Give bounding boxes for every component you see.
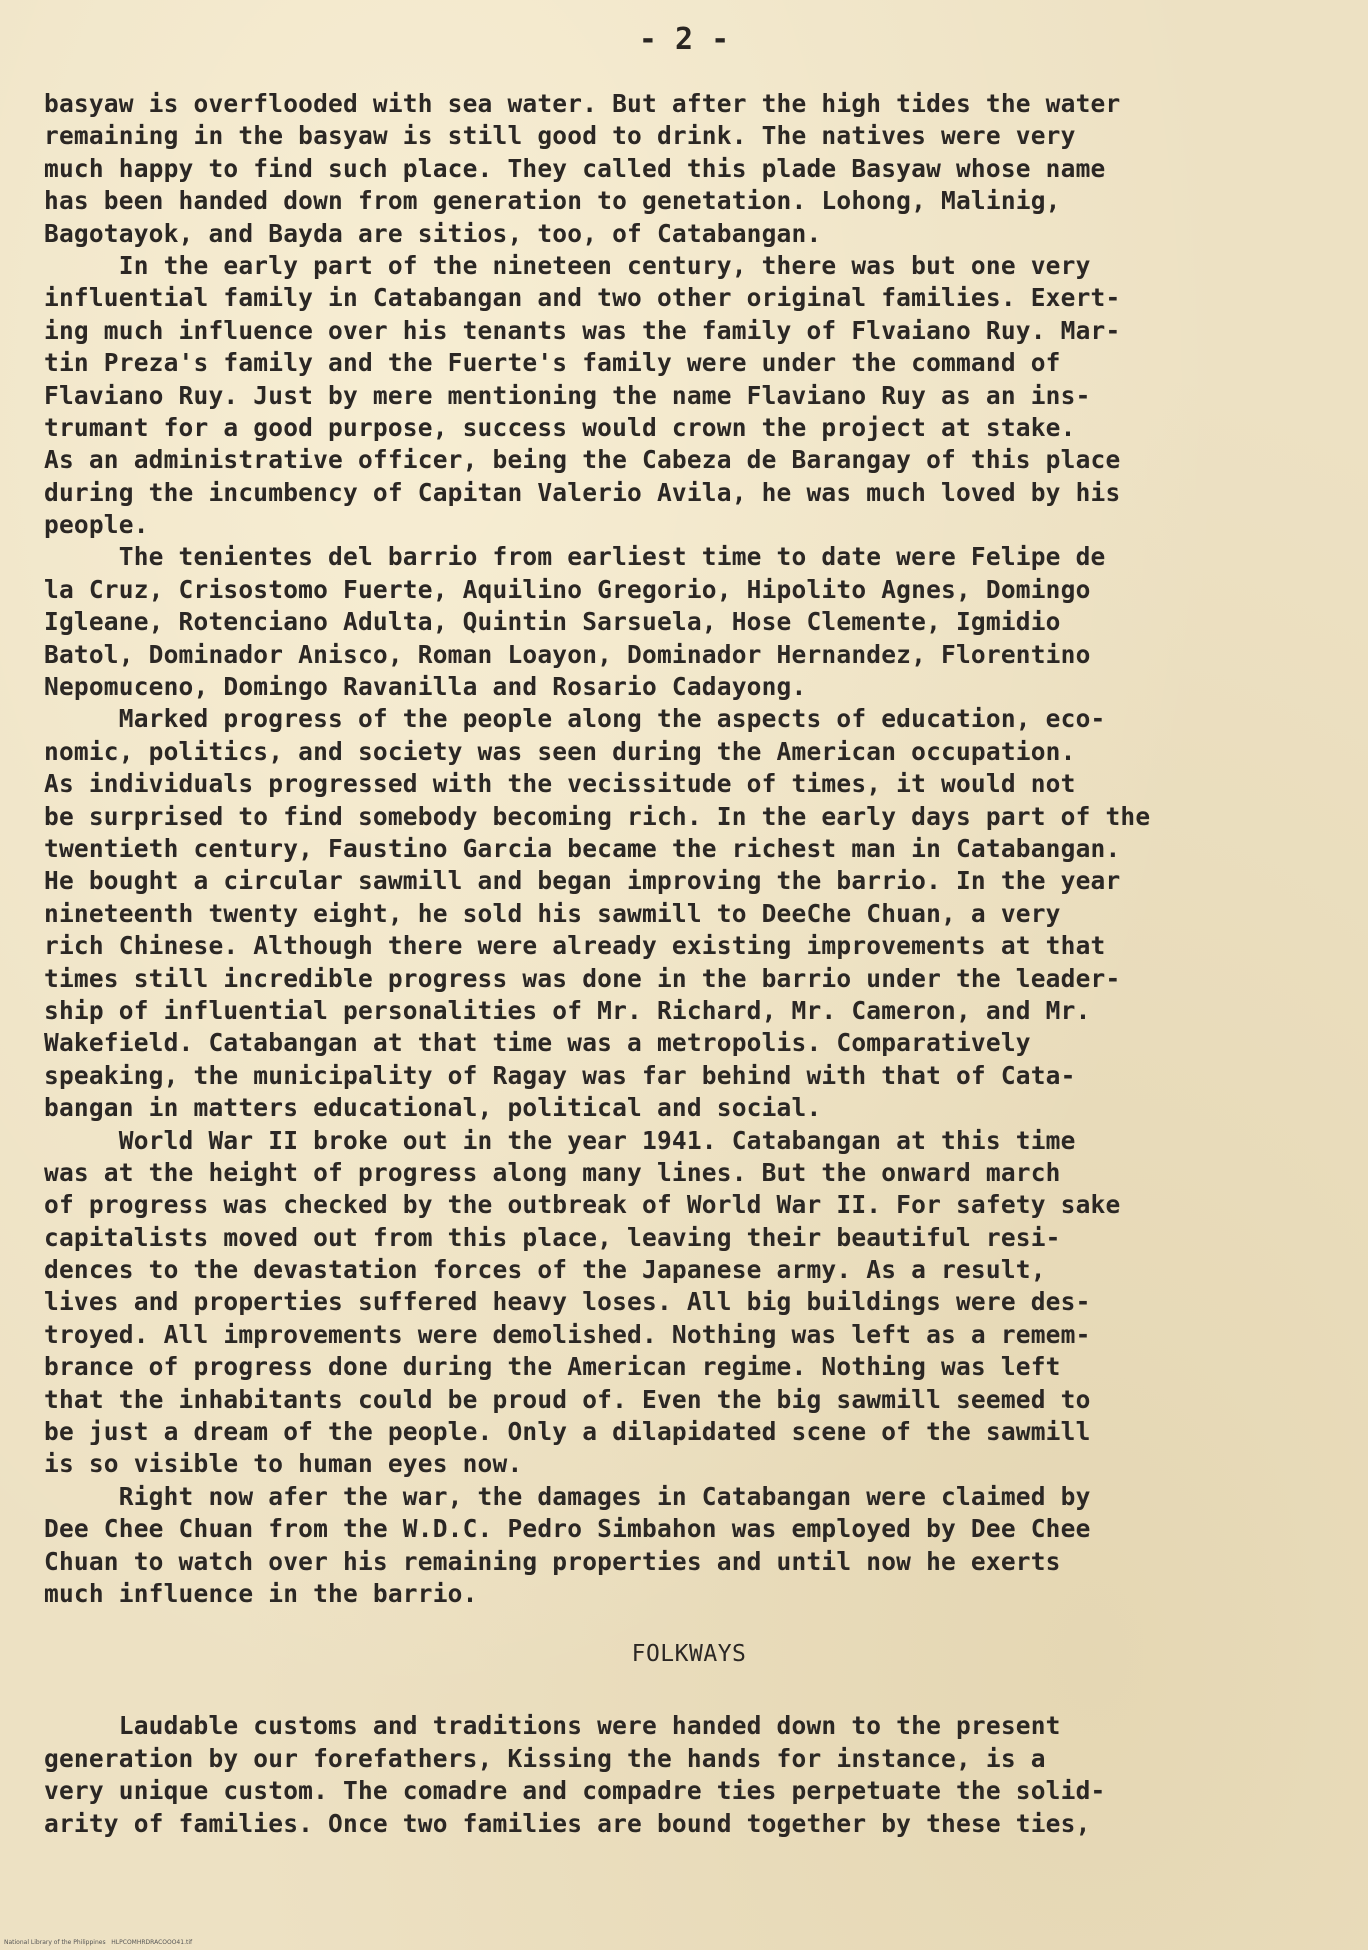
text-line: arity of families. Once two families are bound together by these ties, (44, 1808, 1091, 1838)
text-line: As an administrative officer, being the Cabeza de Barangay of this place (44, 445, 1121, 475)
text-line: has been handed down from generation to genetation. Lohong, Malinig, (44, 186, 1061, 216)
text-line: twentieth century, Faustino Garcia became the richest man in Catabangan. (44, 833, 1121, 863)
text-line: He bought a circular sawmill and began improving the barrio. In the year (44, 866, 1121, 896)
text-line: very unique custom. The comadre and compadre ties perpetuate the solid- (44, 1776, 1106, 1806)
text-line: nineteenth twenty eight, he sold his sawmill to DeeChe Chuan, a very (44, 898, 1061, 928)
text-line: basyaw is overflooded with sea water. But after the high tides the water (44, 89, 1121, 118)
text-line: trumant for a good purpose, success would crown the project at stake. (44, 412, 1076, 442)
text-line: Marked progress of the people along the aspects of education, eco- (44, 704, 1106, 734)
text-line: troyed. All improvements were demolished. Nothing was left as a remem- (44, 1319, 1091, 1349)
folkways-section (44, 1710, 1334, 1840)
text-line: generation by our forefathers, Kissing the hands for instance, is a (44, 1743, 1046, 1773)
section-gap (44, 1674, 1334, 1710)
text-line: was at the height of progress along many lines. But the onward march (44, 1157, 1061, 1187)
text-line: Wakefield. Catabangan at that time was a metropolis. Comparatively (44, 1028, 1031, 1058)
text-line: remaining in the basyaw is still good to drink. The natives were very (44, 121, 1076, 151)
text-line: The tenientes del barrio from earliest time to date were Felipe de (44, 542, 1106, 572)
text-line: tin Preza's family and the Fuerte's family were under the command of (44, 348, 1061, 378)
text-line: nomic, politics, and society was seen during the American occupation. (44, 736, 1076, 766)
text-line: lives and properties suffered heavy loses. All big buildings were des- (44, 1287, 1091, 1317)
text-line: Dee Chee Chuan from the W.D.C. Pedro Simbahon was employed by Dee Chee (44, 1514, 1091, 1544)
text-line: In the early part of the nineteen century, there was but one very (44, 250, 1091, 280)
text-line: As individuals progressed with the vecissitude of times, it would not (44, 769, 1076, 799)
text-line: Chuan to watch over his remaining properties and until now he exerts (44, 1546, 1061, 1576)
text-line: Flaviano Ruy. Just by mere mentioning the name Flaviano Ruy as an ins- (44, 380, 1091, 410)
text-line: times still incredible progress was done in the barrio under the leader- (44, 963, 1121, 993)
text-line: influential family in Catabangan and two other original families. Exert- (44, 283, 1121, 313)
text-line: Nepomuceno, Domingo Ravanilla and Rosario Cadayong. (44, 672, 807, 702)
text-line: Batol, Dominador Anisco, Roman Loayon, Dominador Hernandez, Florentino (44, 639, 1091, 669)
text-line: be just a dream of the people. Only a dilapidated scene of the sawmill (44, 1417, 1091, 1447)
text-line: brance of progress done during the American regime. Nothing was left (44, 1352, 1061, 1382)
text-line: bangan in matters educational, political and social. (44, 1093, 822, 1123)
text-line: ship of influential personalities of Mr. Richard, Mr. Cameron, and Mr. (44, 995, 1091, 1025)
history-section (44, 88, 1334, 1610)
text-line: speaking, the municipality of Ragay was far behind with that of Cata- (44, 1060, 1076, 1090)
text-line: capitalists moved out from this place, leaving their beautiful resi- (44, 1222, 1061, 1252)
text-line: Bagotayok, and Bayda are sitios, too, of Catabangan. (44, 218, 822, 248)
text-line: World War II broke out in the year 1941. Catabangan at this time (44, 1125, 1076, 1155)
text-line: that the inhabitants could be proud of. Even the big sawmill seemed to (44, 1384, 1091, 1414)
text-line: ing much influence over his tenants was the family of Flvaiano Ruy. Mar- (44, 315, 1121, 345)
text-line: during the incumbency of Capitan Valerio Avila, he was much loved by his (44, 477, 1121, 507)
document-body (44, 88, 1334, 1840)
section-gap (44, 1610, 1334, 1634)
text-line: dences to the devastation forces of the Japanese army. As a result, (44, 1255, 1046, 1285)
text-line: be surprised to find somebody becoming rich. In the early days part of the (44, 801, 1151, 831)
text-line: la Cruz, Crisostomo Fuerte, Aquilino Gregorio, Hipolito Agnes, Domingo (44, 574, 1091, 604)
page-number: - 2 - (638, 22, 730, 57)
text-line: Igleane, Rotenciano Adulta, Quintin Sarsuela, Hose Clemente, Igmidio (44, 607, 1061, 637)
text-line: of progress was checked by the outbreak of World War II. For safety sake (44, 1190, 1121, 1220)
section-heading: FOLKWAYS (631, 1641, 747, 1668)
text-line: people. (44, 510, 149, 540)
archive-footer: National Library of the Philippines HLPCOMHRDRACOOO41.tif (4, 1939, 193, 1946)
text-line: much happy to find such place. They called this plade Basyaw whose name (44, 153, 1106, 183)
text-line: much influence in the barrio. (44, 1578, 478, 1608)
text-line: is so visible to human eyes now. (44, 1449, 523, 1479)
text-line: Laudable customs and traditions were handed down to the present (44, 1711, 1061, 1741)
text-line: rich Chinese. Although there were already existing improvements at that (44, 931, 1106, 961)
text-line: Right now afer the war, the damages in Catabangan were claimed by (44, 1481, 1091, 1511)
